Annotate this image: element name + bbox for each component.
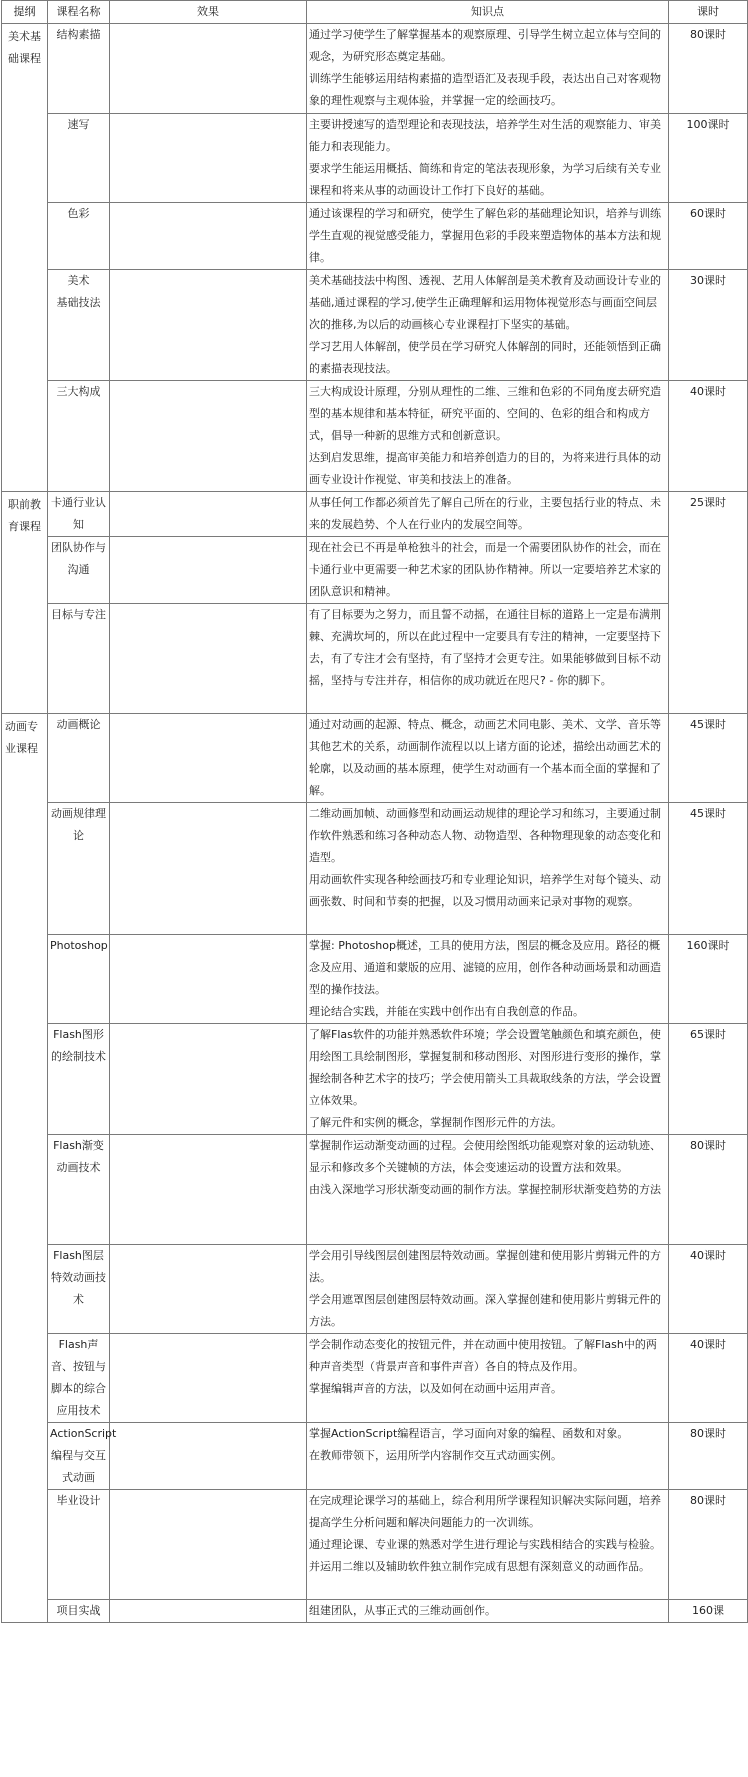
course-hours: 30课时 [669, 270, 748, 381]
course-name: Flash图形的绘制技术 [48, 1024, 110, 1135]
course-name: 毕业设计 [48, 1490, 110, 1600]
table-row [2, 1024, 748, 1135]
table-row [2, 803, 748, 935]
course-name: 目标与专注 [48, 604, 110, 714]
table-row [2, 270, 748, 381]
knowledge-text: 要求学生能运用概括、简练和肯定的笔法表现形象，为学习后续有关专业课程和将来从事的动画设计工作打下良好的基础。 [309, 162, 661, 197]
course-name: Flash图层特效动画技术 [48, 1245, 110, 1334]
course-effect [110, 24, 307, 114]
knowledge-text: 通过理论课、专业课的熟悉对学生进行理论与实践相结合的实践与检验。并运用二维以及辅助软件独立制作完成有思想有深刻意义的动画作品。 [309, 1538, 661, 1573]
course-hours: 80课时 [669, 24, 748, 114]
header-outline: 提纲 [2, 1, 48, 24]
course-knowledge [307, 714, 669, 803]
knowledge-text: 通过该课程的学习和研究，使学生了解色彩的基础理论知识，培养与训练学生直观的视觉感受能力，掌握用色彩的手段来塑造物体的基本方法和规律。 [309, 207, 661, 264]
course-effect [110, 1024, 307, 1135]
course-hours: 25课时 [669, 492, 748, 714]
table-row [2, 1490, 748, 1600]
course-effect [110, 537, 307, 604]
course-hours: 65课时 [669, 1024, 748, 1135]
header-row [2, 1, 748, 24]
knowledge-text: 由浅入深地学习形状渐变动画的制作方法。掌握控制形状渐变趋势的方法 [309, 1183, 661, 1196]
course-knowledge [307, 537, 669, 604]
course-knowledge [307, 1024, 669, 1135]
course-knowledge [307, 604, 669, 714]
course-hours: 45课时 [669, 714, 748, 803]
course-knowledge [307, 803, 669, 935]
course-knowledge [307, 203, 669, 270]
knowledge-text: 在完成理论课学习的基础上，综合利用所学课程知识解决实际问题，培养提高学生分析问题和解决问题能力的一次训练。 [309, 1494, 661, 1529]
knowledge-text: 现在社会已不再是单枪独斗的社会，而是一个需要团队协作的社会，而在卡通行业中更需要一种艺术家的团队协作精神。所以一定要培养艺术家的团队意识和精神。 [309, 541, 661, 598]
course-effect [110, 1245, 307, 1334]
knowledge-text: 达到启发思维，提高审美能力和培养创造力的目的，为将来进行具体的动画专业设计作视觉、审美和技法上的准备。 [309, 451, 661, 486]
knowledge-text: 掌握制作运动渐变动画的过程。会使用绘图纸功能观察对象的运动轨迹、显示和修改多个关键帧的方法，体会变速运动的设置方法和效果。 [309, 1139, 661, 1174]
knowledge-text: 学会用遮罩图层创建图层特效动画。深入掌握创建和使用影片剪辑元件的方法。 [309, 1293, 661, 1328]
course-effect [110, 381, 307, 492]
table-row [2, 1600, 748, 1623]
course-effect [110, 714, 307, 803]
course-knowledge [307, 935, 669, 1024]
course-knowledge [307, 1600, 669, 1623]
course-effect [110, 1423, 307, 1490]
knowledge-text: 掌握ActionScript编程语言，学习面向对象的编程、函数和对象。 [309, 1427, 629, 1440]
course-name: Photoshop [48, 935, 110, 1024]
course-name: Flash渐变动画技术 [48, 1135, 110, 1245]
table-row [2, 492, 748, 537]
course-hours: 160课 [669, 1600, 748, 1623]
course-knowledge [307, 1334, 669, 1423]
knowledge-text: 学习艺用人体解剖，使学员在学习研究人体解剖的同时，还能领悟到正确的素描表现技法。 [309, 340, 661, 375]
header-knowledge: 知识点 [307, 1, 669, 24]
section-title: 职前教育课程 [2, 492, 48, 714]
course-hours: 100课时 [669, 114, 748, 203]
course-name: 速写 [48, 114, 110, 203]
table-row [2, 935, 748, 1024]
course-effect [110, 114, 307, 203]
course-effect [110, 1334, 307, 1423]
header-course: 课程名称 [48, 1, 110, 24]
course-name: 色彩 [48, 203, 110, 270]
knowledge-text: 在教师带领下，运用所学内容制作交互式动画实例。 [309, 1449, 562, 1462]
course-effect [110, 803, 307, 935]
course-effect [110, 270, 307, 381]
course-knowledge [307, 114, 669, 203]
section-title: 美术基础课程 [2, 24, 48, 492]
knowledge-text: 二维动画加帧、动画修型和动画运动规律的理论学习和练习，主要通过制作软件熟悉和练习各种动态人物、动物造型、各种物理现象的动态变化和造型。 [309, 807, 661, 864]
course-name: 卡通行业认知 [48, 492, 110, 537]
knowledge-text: 了解Flas软件的功能并熟悉软件环境；学会设置笔触颜色和填充颜色，使用绘图工具绘制图形，掌握复制和移动图形、对图形进行变形的操作，掌握绘制各种艺术字的技巧；学会使用箭头工具裁取线条的方法，学会设置立体效果。 [309, 1028, 661, 1107]
table-row [2, 1334, 748, 1423]
section-title: 动画专业课程 [2, 714, 48, 1623]
course-table [1, 0, 748, 1623]
table-row [2, 24, 748, 114]
course-knowledge [307, 1423, 669, 1490]
course-knowledge [307, 1490, 669, 1600]
course-effect [110, 203, 307, 270]
course-effect [110, 492, 307, 537]
knowledge-text: 掌握: Photoshop概述，工具的使用方法，图层的概念及应用。路径的概念及应用、通道和蒙版的应用、滤镜的应用，创作各种动画场景和动画造型的操作技法。 [309, 939, 661, 996]
course-name: 团队协作与沟通 [48, 537, 110, 604]
table-row [2, 537, 748, 604]
table-row [2, 203, 748, 270]
table-row [2, 1245, 748, 1334]
course-name: 项目实战 [48, 1600, 110, 1623]
knowledge-text: 组建团队，从事正式的三维动画创作。 [309, 1604, 496, 1617]
course-hours: 160课时 [669, 935, 748, 1024]
header-effect: 效果 [110, 1, 307, 24]
course-hours: 60课时 [669, 203, 748, 270]
knowledge-text: 训练学生能够运用结构素描的造型语汇及表现手段，表达出自己对客观物象的理性观察与主观体验，并掌握一定的绘画技巧。 [309, 72, 661, 107]
table-row [2, 114, 748, 203]
course-name: 结构素描 [48, 24, 110, 114]
knowledge-text: 用动画软件实现各种绘画技巧和专业理论知识，培养学生对每个镜头、动画张数、时间和节奏的把握，以及习惯用动画来记录对事物的观察。 [309, 873, 661, 908]
course-name: 动画规律理论 [48, 803, 110, 935]
course-knowledge [307, 24, 669, 114]
knowledge-text: 美术基础技法中构图、透视、艺用人体解剖是美术教育及动画设计专业的基础,通过课程的学习,使学生正确理解和运用物体视觉形态与画面空间层次的推移,为以后的动画核心专业课程打下坚实的基础。 [309, 274, 661, 331]
knowledge-text: 通过对动画的起源、特点、概念，动画艺术同电影、美术、文学、音乐等其他艺术的关系，动画制作流程以以上诸方面的论述，描绘出动画艺术的轮廓，以及动画的基本原理，使学生对动画有一个基本而全面的掌握和了解。 [309, 718, 661, 797]
header-hours: 课时 [669, 1, 748, 24]
knowledge-text: 了解元件和实例的概念，掌握制作图形元件的方法。 [309, 1116, 562, 1129]
knowledge-text: 主要讲授速写的造型理论和表现技法，培养学生对生活的观察能力、审美能力和表现能力。 [309, 118, 661, 153]
table-body [2, 24, 748, 1623]
course-name: ActionScript编程与交互式动画 [48, 1423, 110, 1490]
course-name: Flash声音、按钮与脚本的综合应用技术 [48, 1334, 110, 1423]
course-hours: 40课时 [669, 381, 748, 492]
knowledge-text: 学会用引导线图层创建图层特效动画。掌握创建和使用影片剪辑元件的方法。 [309, 1249, 661, 1284]
course-name: 三大构成 [48, 381, 110, 492]
knowledge-text: 学会制作动态变化的按钮元件，并在动画中使用按钮。了解Flash中的两种声音类型（背景声音和事件声音）各自的特点及作用。 [309, 1338, 657, 1373]
knowledge-text: 从事任何工作都必须首先了解自己所在的行业，主要包括行业的特点、未来的发展趋势、个人在行业内的发展空间等。 [309, 496, 661, 531]
table-row [2, 1423, 748, 1490]
course-knowledge [307, 1135, 669, 1245]
course-name: 美术 基础技法 [48, 270, 110, 381]
course-knowledge [307, 492, 669, 537]
course-effect [110, 1490, 307, 1600]
table-row [2, 1135, 748, 1245]
course-name: 动画概论 [48, 714, 110, 803]
knowledge-text: 通过学习使学生了解掌握基本的观察原理、引导学生树立起立体与空间的观念，为研究形态奠定基础。 [309, 28, 661, 63]
course-hours: 80课时 [669, 1135, 748, 1245]
course-effect [110, 1135, 307, 1245]
course-hours: 40课时 [669, 1334, 748, 1423]
course-hours: 45课时 [669, 803, 748, 935]
table-row [2, 381, 748, 492]
table-row [2, 604, 748, 714]
course-hours: 40课时 [669, 1245, 748, 1334]
table-row [2, 714, 748, 803]
course-knowledge [307, 1245, 669, 1334]
course-effect [110, 935, 307, 1024]
course-hours: 80课时 [669, 1423, 748, 1490]
knowledge-text: 有了目标要为之努力，而且誓不动摇，在通往目标的道路上一定是布满荆棘、充满坎坷的，所以在此过程中一定要具有专注的精神，一定要坚持下去，有了专注才会有坚持，有了坚持才会更专注。如果能够做到目标不动摇，坚持与专注并存，相信你的成功就近在咫尺? - 你的脚下。 [309, 608, 661, 687]
course-knowledge [307, 381, 669, 492]
knowledge-text: 掌握编辑声音的方法，以及如何在动画中运用声音。 [309, 1382, 562, 1395]
course-effect [110, 1600, 307, 1623]
course-knowledge [307, 270, 669, 381]
course-hours: 80课时 [669, 1490, 748, 1600]
knowledge-text: 三大构成设计原理，分别从理性的二维、三维和色彩的不同角度去研究造型的基本规律和基本特征，研究平面的、空间的、色彩的组合和构成方式，倡导一种新的思维方式和创新意识。 [309, 385, 661, 442]
knowledge-text: 理论结合实践，并能在实践中创作出有自我创意的作品。 [309, 1005, 584, 1018]
course-effect [110, 604, 307, 714]
